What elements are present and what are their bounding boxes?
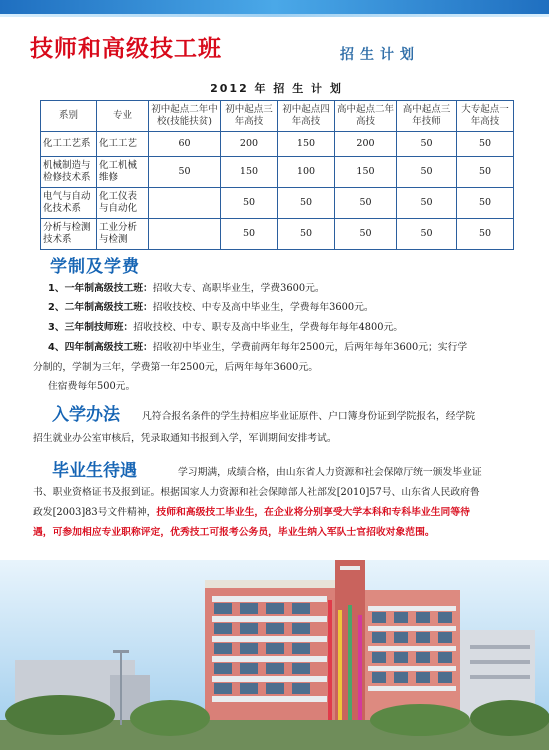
fee-item-text: 招收技校、中专、职专及高中毕业生，学费每年每年4800元。 [133,322,404,333]
graduation-line-3-normal: 政发[2003]83号文件精神， [33,507,157,518]
header-cell: 大专起点一年高技 [457,101,514,132]
table-cell: 100 [278,157,335,188]
table-cell: 50 [397,157,457,188]
graduation-line-2: 书、职业资格证书及报到证。根据国家人力资源和社会保障部人社部发[2010]57号、山东省人民政府鲁 [33,487,480,498]
header-cell: 高中起点二年高技 [335,101,397,132]
fee-item-1 [48,280,325,294]
header-cell: 高中起点三年技师 [397,101,457,132]
fee-item-text: 招收初中毕业生，学费前两年每年2500元，后两年每年3600元；实行学 [152,342,468,353]
table-cell: 200 [335,132,397,157]
lodging-fee: 住宿费每年500元。 [48,381,136,392]
table-cell: 50 [221,188,278,219]
table-cell: 50 [335,219,397,250]
header-cell: 初中起点四年高技 [278,101,335,132]
graduation-line-4: 遇，可参加相应专业职称评定，优秀技工可报考公务员，毕业生纳入军队士官招收对象范围。 [33,527,435,538]
sub-title: 招生计划 [340,47,420,63]
table-cell [149,188,221,219]
graduation-heading: 毕业生待遇 [52,461,137,481]
table-cell: 50 [221,219,278,250]
graduation-line-1: 学习期满，成绩合格，由山东省人力资源和社会保障厅统一颁发毕业证 [178,467,482,478]
table-cell: 50 [457,219,514,250]
admission-line-2: 招生就业办公室审核后，凭录取通知书报到入学，军训期间安排考试。 [33,433,337,444]
table-row [41,132,514,157]
table-cell: 电气与自动化技术系 [41,188,97,219]
campus-building-photo [0,560,549,750]
table-cell: 机械制造与检修技术系 [41,157,97,188]
table-cell: 150 [278,132,335,157]
table-cell: 50 [335,188,397,219]
table-cell [149,219,221,250]
fee-item-label: 3、三年制技师班： [48,322,134,333]
fee-item-label: 4、四年制高级技工班： [48,342,153,353]
fee-item-label: 2、二年制高级技工班： [48,302,153,313]
table-cell: 化工仪表与自动化 [97,188,149,219]
table-cell: 工业分析与检测 [97,219,149,250]
table-cell: 化工工艺 [97,132,149,157]
graduation-line-3 [33,504,470,518]
fee-item-3 [48,319,403,333]
fee-item-2 [48,299,374,313]
table-cell: 50 [278,188,335,219]
table-cell: 化工机械维修 [97,157,149,188]
table-cell: 50 [278,219,335,250]
table-cell: 150 [221,157,278,188]
table-row [41,188,514,219]
main-title: 技师和高级技工班 [30,36,222,62]
table-cell: 化工工艺系 [41,132,97,157]
table-cell: 50 [397,132,457,157]
table-cell: 50 [149,157,221,188]
table-cell: 50 [457,132,514,157]
table-row [41,219,514,250]
fee-item-text: 招收技校、中专及高中毕业生，学费每年3600元。 [152,302,374,313]
graduation-line-3-highlight: 技师和高级技工毕业生，在企业将分别享受大学本科和专科毕业生同等待 [156,507,470,518]
header-cell: 初中起点二年中校(技能扶贫) [149,101,221,132]
table-cell: 50 [397,188,457,219]
table-header-row [41,101,514,132]
table-caption: 2012 年 招 生 计 划 [210,82,343,95]
admission-heading: 入学办法 [52,405,120,425]
header-cell: 专业 [97,101,149,132]
fee-item-label: 1、一年制高级技工班： [48,283,153,294]
table-row [41,157,514,188]
fees-heading: 学制及学费 [50,257,140,277]
table-cell: 50 [457,157,514,188]
admission-line-1: 凡符合报名条件的学生持相应毕业证原件、户口簿身份证到学院报名，经学院 [142,411,476,422]
table-cell: 分析与检测技术系 [41,219,97,250]
table-cell: 50 [397,219,457,250]
table-cell: 50 [457,188,514,219]
table-cell: 200 [221,132,278,157]
table-cell: 150 [335,157,397,188]
fee-item-4 [48,339,467,353]
top-decorative-bar [0,0,549,14]
fee-item-text: 招收大专、高职毕业生，学费3600元。 [152,283,325,294]
table-cell: 60 [149,132,221,157]
header-cell: 系别 [41,101,97,132]
fee-item-4-continued: 分制的，学制为三年，学费第一年2500元，后两年每年3600元。 [33,362,318,373]
header-cell: 初中起点三年高技 [221,101,278,132]
enrollment-plan-table [40,100,514,250]
